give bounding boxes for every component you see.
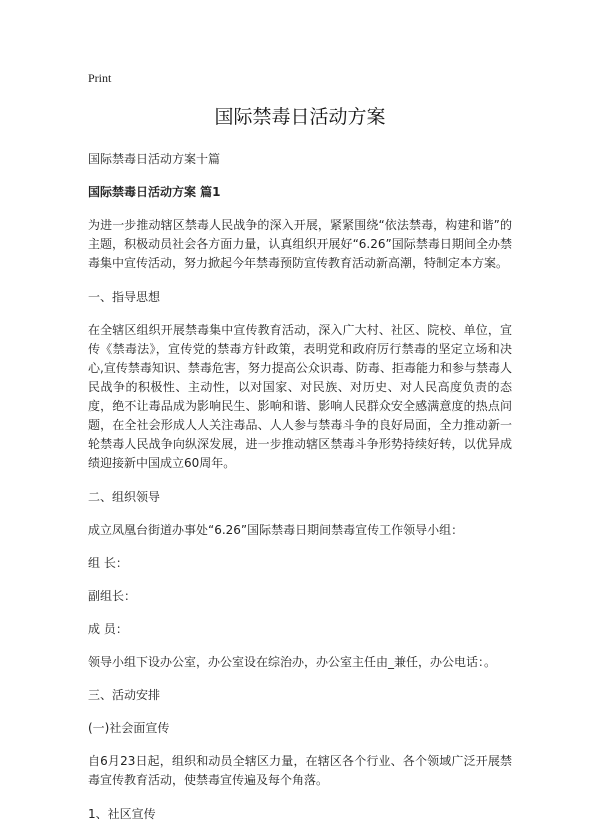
organization-paragraph: 成立凤凰台街道办事处“6.26”国际禁毒日期间禁毒宣传工作领导小组： [88,523,464,537]
guiding-ideology-paragraph: 在全辖区组织开展禁毒集中宣传教育活动，深入广大村、社区、院校、单位，宣传《禁毒法》，宣传党的禁毒方针政策，表明党和政府厉行禁毒的坚定立场和决心,宣传禁毒知识、禁毒危害，努力提高公众识毒、防毒、拒毒能力和参与禁毒人民战争的积极性、主动性，以对国家、对民族、对历史、对人民高度负责的态度，绝不让毒品成为影响民生、影响和谐、影响人民群众安全感满意度的热点问题，在全社会形成人人关注毒品、人人参与禁毒斗争的良好局面，全力推动新一轮禁毒人民战争向纵深发展，进一步推动辖区禁毒斗争形势持续好转，以优异成绩迎接新中国成立60周年。 [88,323,512,470]
section-heading: 国际禁毒日活动方案 篇1 [88,185,221,199]
members-line: 成 员： [88,622,128,636]
subheading-social-publicity: (一)社会面宣传 [88,721,170,735]
social-publicity-paragraph: 自6月23日起，组织和动员全辖区力量，在辖区各个行业、各个领域广泛开展禁毒宣传教育活动，使禁毒宣传遍及每个角落。 [88,754,512,787]
document-title: 国际禁毒日活动方案 [214,106,386,128]
leader-line: 组 长： [88,556,128,570]
document-subtitle: 国际禁毒日活动方案十篇 [88,152,221,166]
item-community-publicity: 1、社区宣传 [88,807,156,821]
intro-paragraph: 为进一步推动辖区禁毒人民战争的深入开展，紧紧围绕“依法禁毒，构建和谐”的主题，积极动员社会各方面力量，认真组织开展好“6.26”国际禁毒日期间全办禁毒集中宣传活动，努力掀起今年禁毒预防宣传教育活动新高潮，特制定本方案。 [88,218,512,270]
heading-organization: 二、组织领导 [88,490,161,504]
deputy-leader-line: 副组长： [88,589,137,603]
heading-activities: 三、活动安排 [88,688,161,702]
print-label[interactable]: Print [88,71,112,85]
heading-guiding-ideology: 一、指导思想 [88,290,161,304]
office-paragraph: 领导小组下设办公室，办公室设在综治办，办公室主任由_兼任，办公电话：。 [88,655,497,669]
